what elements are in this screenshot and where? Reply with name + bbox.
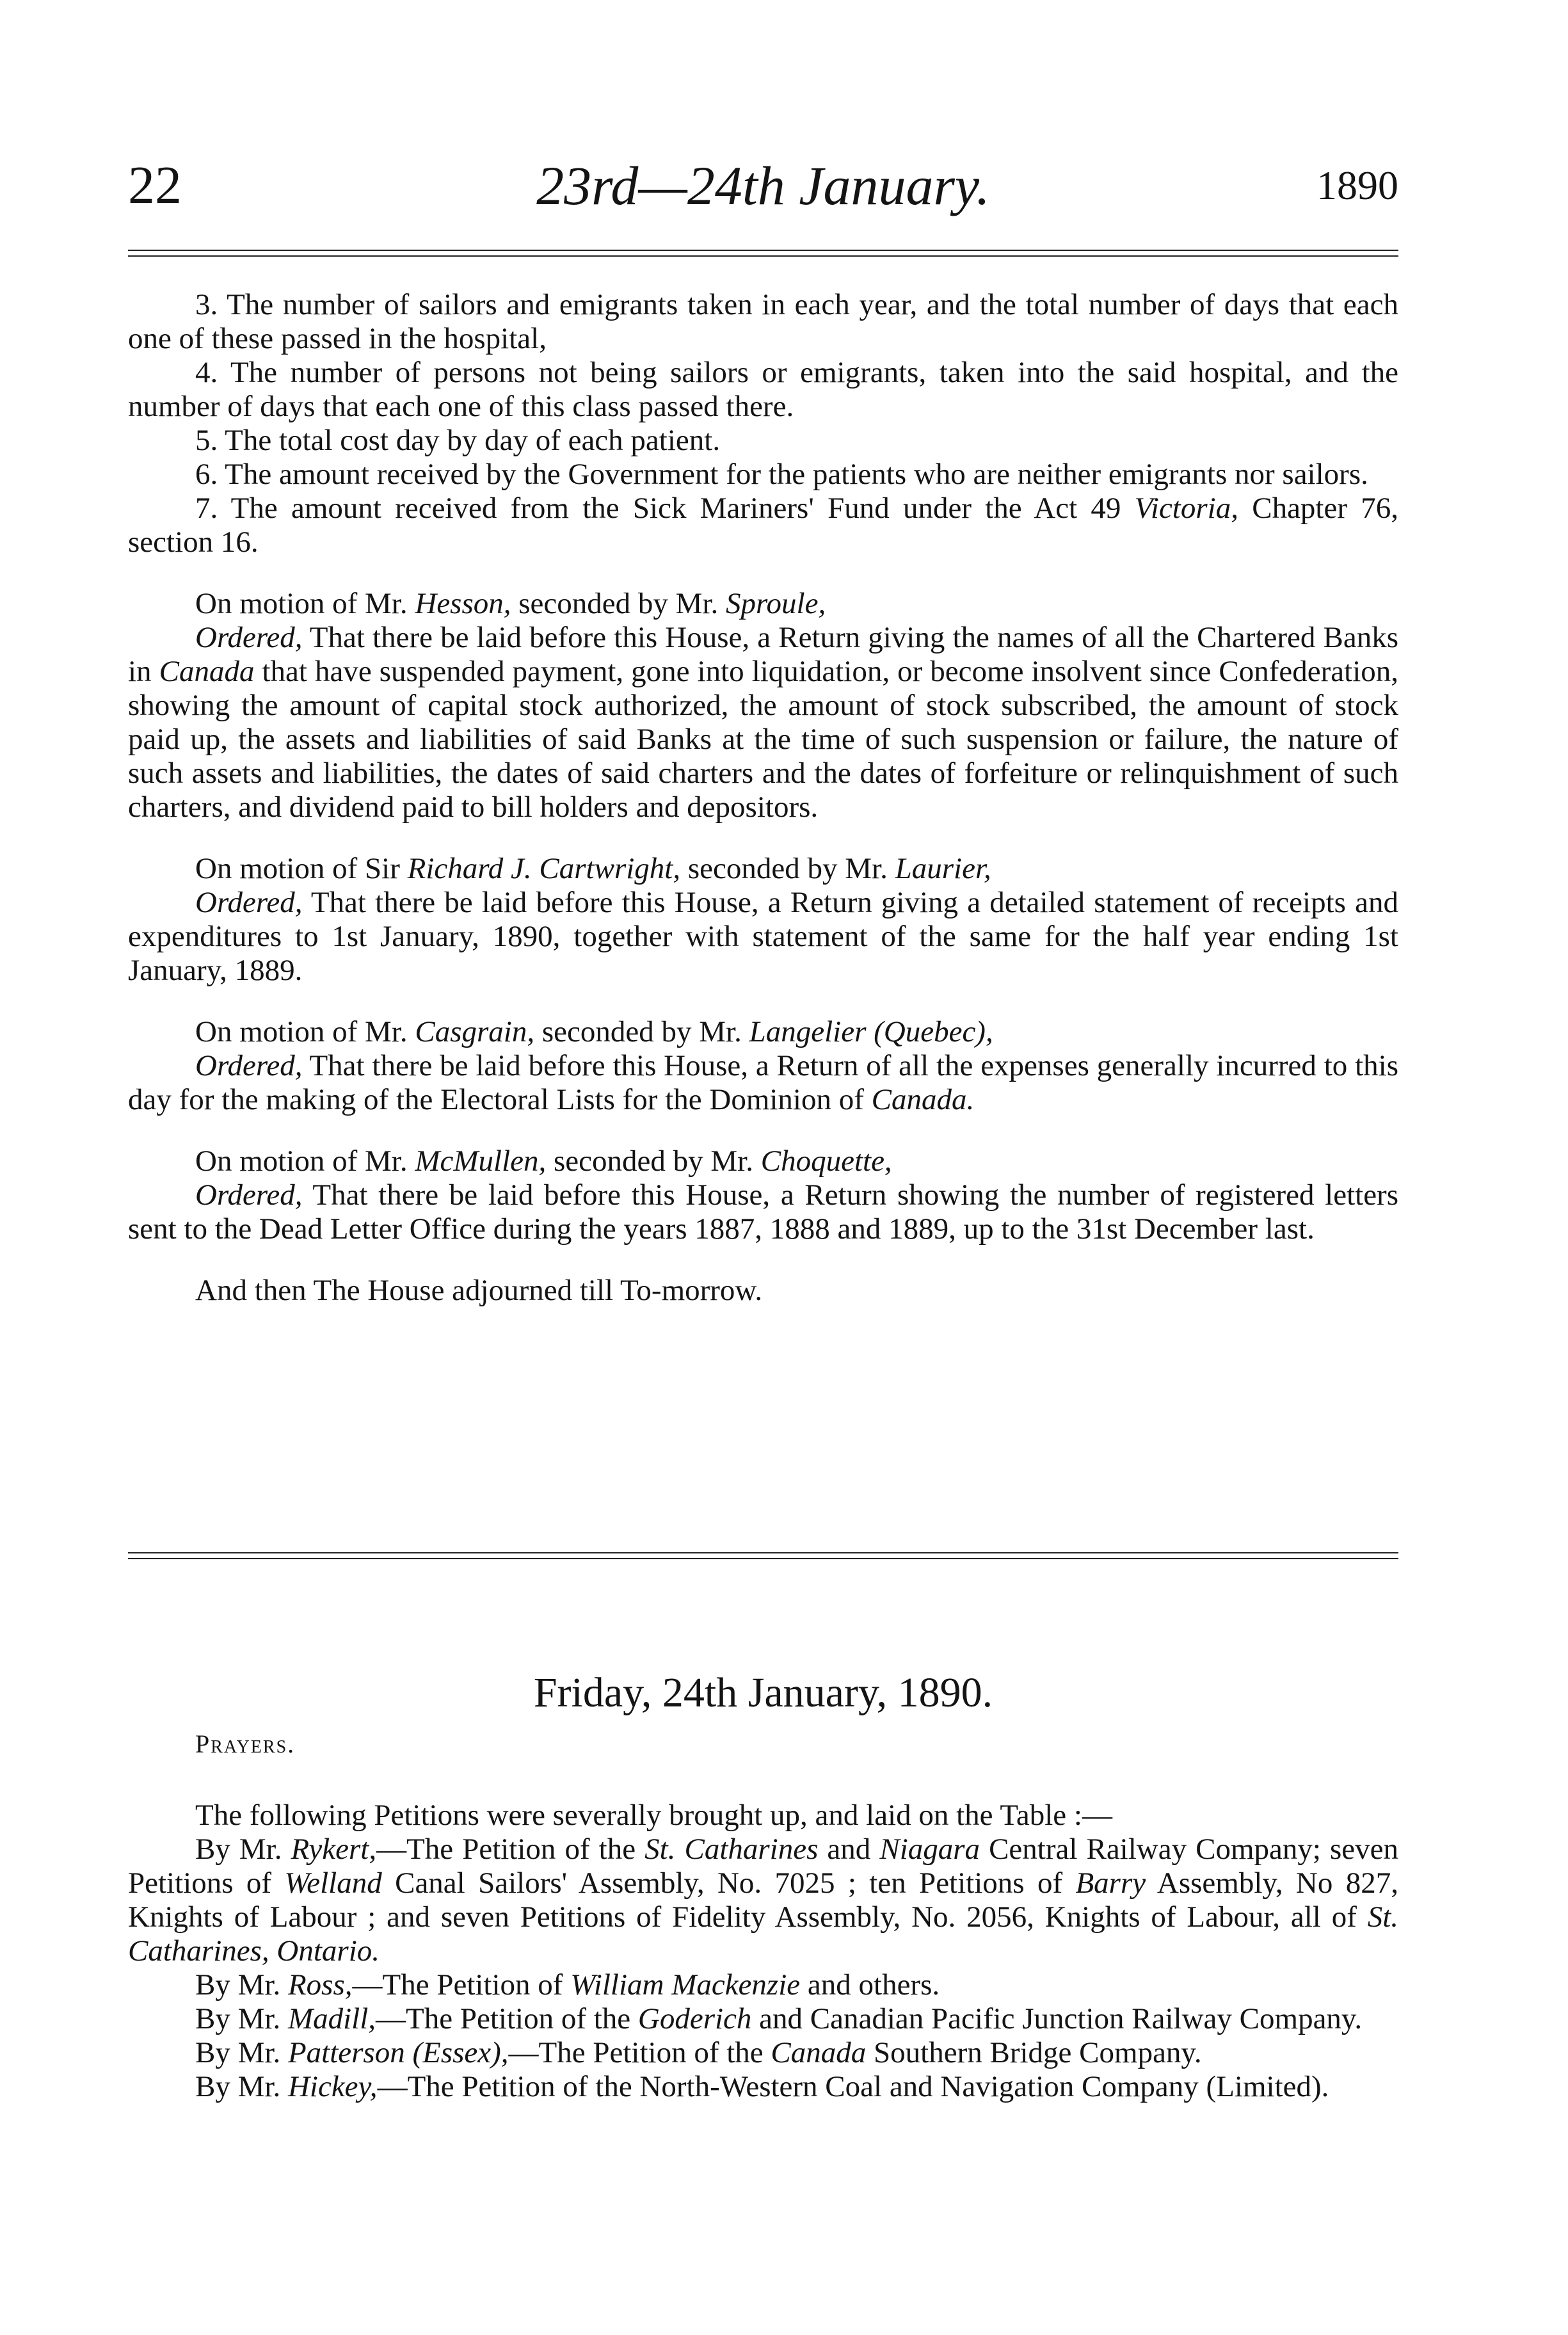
prayers-label: Prayers. xyxy=(195,1729,296,1758)
order-paragraph: Ordered, That there be laid before this House, a Return giving the names of all the Chartered Banks in Canada that have suspended payment, gone into liquidation, or become insolvent since Confederation, showing the amount of capital stock authorized, the amount of stock subscribed, the amount of stock paid up, the assets and liabilities of said Banks at the time of such suspension or failure, the nature of such assets and liabilities, the dates of said charters and the dates of forfeiture or relinquishment of such charters, and dividend paid to bill holders and depositors. xyxy=(128,621,1398,824)
header-rule xyxy=(128,250,1398,251)
list-item: 3. The number of sailors and emigrants taken in each year, and the total number of days that each one of these passed in the hospital, xyxy=(128,288,1398,355)
motion-line: On motion of Mr. McMullen, seconded by Mr. Choquette, xyxy=(195,1144,892,1178)
first-sitting-body xyxy=(128,288,1398,1308)
list-item: 4. The number of persons not being sailors or emigrants, taken into the said hospital, and the number of days that each one of this class passed there. xyxy=(128,356,1398,423)
section-rule xyxy=(128,1552,1398,1553)
petitions-intro: The following Petitions were severally brought up, and laid on the Table :— xyxy=(195,1799,1112,1832)
petition-entry: By Mr. Patterson (Essex),—The Petition of the Canada Southern Bridge Company. xyxy=(195,2036,1202,2069)
order-paragraph: Ordered, That there be laid before this House, a Return giving a detailed statement of receipts and expenditures to 1st January, 1890, together with statement of the same for the half year ending 1st January, 1889. xyxy=(128,886,1398,987)
petition-entry: By Mr. Madill,—The Petition of the Goderich and Canadian Pacific Junction Railway Company. xyxy=(195,2002,1363,2035)
motion-line: On motion of Mr. Casgrain, seconded by Mr. Langelier (Quebec), xyxy=(195,1015,993,1048)
section-rule xyxy=(128,1558,1398,1559)
motion-line: On motion of Mr. Hesson, seconded by Mr. Sproule, xyxy=(195,587,826,620)
day-title: Friday, 24th January, 1890. xyxy=(533,1669,993,1716)
adjournment: And then The House adjourned till To-morrow. xyxy=(195,1274,763,1307)
page-header xyxy=(128,150,1398,221)
motion-line: On motion of Sir Richard J. Cartwright, seconded by Mr. Laurier, xyxy=(195,852,991,885)
petitions-body xyxy=(128,1799,1398,2104)
list-item: 7. The amount received from the Sick Mariners' Fund under the Act 49 Victoria, Chapter 76, section 16. xyxy=(128,492,1398,559)
page-number: 22 xyxy=(128,156,182,215)
header-date: 23rd—24th January. xyxy=(536,155,990,216)
order-paragraph: Ordered, That there be laid before this House, a Return showing the number of registered letters sent to the Dead Letter Office during the years 1887, 1888 and 1889, up to the 31st December last. xyxy=(128,1178,1398,1246)
petition-entry: By Mr. Hickey,—The Petition of the North-Western Coal and Navigation Company (Limited). xyxy=(195,2070,1329,2103)
header-year: 1890 xyxy=(1316,163,1398,208)
order-paragraph: Ordered, That there be laid before this House, a Return of all the expenses generally incurred to this day for the making of the Electoral Lists for the Dominion of Canada. xyxy=(128,1049,1398,1116)
petition-entry: By Mr. Ross,—The Petition of William Mackenzie and others. xyxy=(195,1968,940,2002)
petition-entry: By Mr. Rykert,—The Petition of the St. Catharines and Niagara Central Railway Company; seven Petitions of Welland Canal Sailors' Assembly, No. 7025 ; ten Petitions of Barry Assembly, No 827, Knights of Labour ; and seven Petitions of Fidelity Assembly, No. 2056, Knights of Labour, all of St. Catharines, Ontario. xyxy=(128,1833,1399,1968)
list-item: 6. The amount received by the Government for the patients who are neither emigrants nor sailors. xyxy=(195,458,1368,491)
list-item: 5. The total cost day by day of each patient. xyxy=(195,424,721,457)
header-rule xyxy=(128,255,1398,257)
